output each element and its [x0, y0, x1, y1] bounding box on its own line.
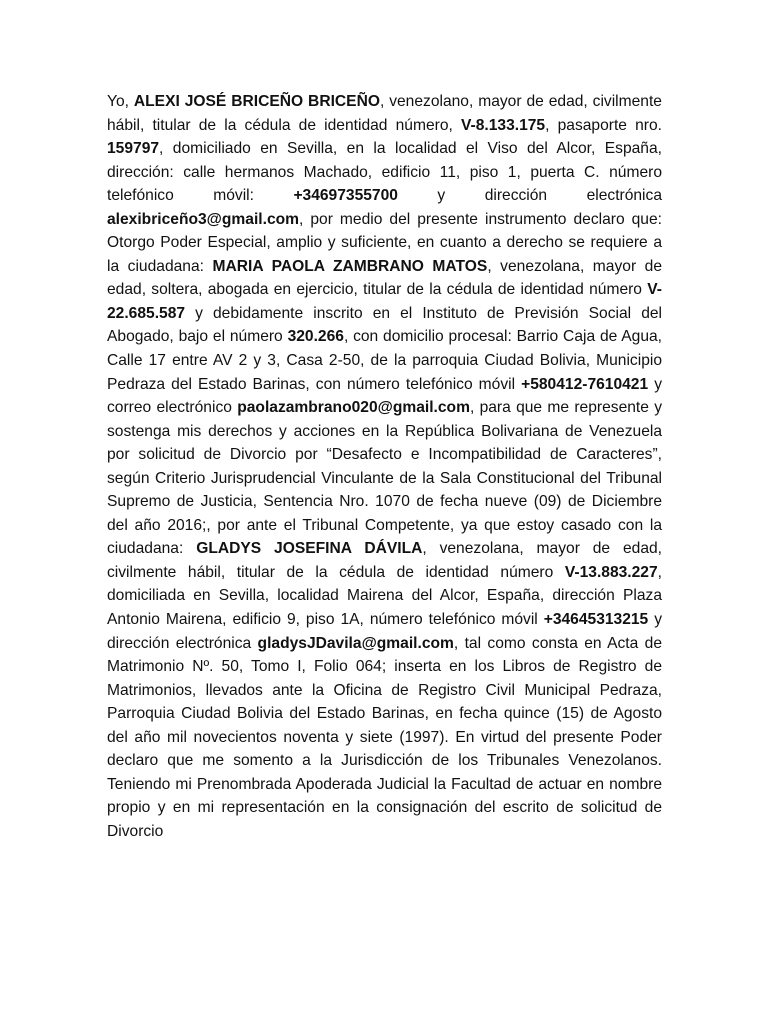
grantor-name: ALEXI JOSÉ BRICEÑO BRICEÑO [133, 93, 380, 110]
attorney-name: MARIA PAOLA ZAMBRANO MATOS [212, 257, 488, 275]
text-segment: , venezolana, mayor de edad, soltera, abogada en ejercicio, titular de la cédula de identidad número [107, 257, 663, 299]
spouse-email: gladysJDavila@gmail.com [257, 634, 454, 652]
spouse-name: GLADYS JOSEFINA DÁVILA [196, 540, 423, 558]
attorney-email: paolazambrano020@gmail.com [237, 399, 470, 417]
text-segment: , pasaporte nro. [545, 116, 662, 134]
text-segment: Yo, [107, 93, 134, 110]
spouse-phone: +34645313215 [543, 611, 649, 629]
text-segment: , domiciliada en Sevilla, localidad Mairena del Alcor, España, dirección Plaza Antonio Mairena, edificio 9, piso 1A, número telefónico móvil [107, 563, 662, 629]
power-of-attorney-paragraph [107, 90, 662, 844]
attorney-phone: +580412-7610421 [521, 375, 649, 393]
grantor-email: alexibriceño3@gmail.com [107, 210, 300, 228]
text-segment: , venezolano, mayor de edad, civilmente hábil, titular de la cédula de identidad número, [107, 93, 662, 134]
spouse-id-number: V-13.883.227 [564, 563, 658, 581]
text-segment: , tal como consta en Acta de Matrimonio Nº. 50, Tomo I, Folio 064; inserta en los Libros de Registro de Matrimonios, llevados ante la Oficina de Registro Civil Municipal Pedraza, Parroquia Ciudad Bolivia del Estado Barinas, en fecha quince (15) de Agosto del año mil novecientos noventa y siete (1997). En virtud del presente Poder declaro que me somento a la Jurisdicción de los Tribunales Venezolanos. Teniendo mi Prenombrada Apoderada Judicial la Facultad de actuar en nombre propio y en mi representación en la consignación del escrito de solicitud de Divorcio [107, 634, 662, 840]
text-segment: y debidamente inscrito en el Instituto de Previsión Social del Abogado, bajo el número [107, 304, 662, 346]
grantor-phone: +34697355700 [293, 187, 398, 205]
text-segment: , con domicilio procesal: Barrio Caja de Agua, Calle 17 entre AV 2 y 3, Casa 2-50, de la parroquia Ciudad Bolivia, Municipio Pedraza del Estado Barinas, con número telefónico móvil [107, 328, 663, 393]
grantor-id-number: V-8.133.175 [461, 116, 546, 134]
text-segment: y correo electrónico [107, 375, 662, 417]
text-segment: , domiciliado en Sevilla, en la localidad el Viso del Alcor, España, dirección: calle hermanos Machado, edificio 11, piso 1, puerta C. número telefónico móvil: [107, 140, 662, 205]
text-segment: y dirección electrónica [107, 611, 662, 652]
text-segment: , por medio del presente instrumento declaro que: Otorgo Poder Especial, amplio y suficiente, en cuanto a derecho se requiere a la ciudadana: [107, 210, 662, 275]
grantor-passport-number: 159797 [107, 140, 160, 158]
text-segment: , venezolana, mayor de edad, civilmente hábil, titular de la cédula de identidad número [107, 540, 663, 581]
text-segment: y dirección electrónica [397, 187, 662, 205]
attorney-id-number: V-22.685.587 [107, 281, 662, 322]
text-segment: , para que me represente y sostenga mis derechos y acciones en la República Bolivariana de Venezuela por solicitud de Divorcio por “Desafecto e Incompatibilidad de Caracteres”, según Criterio Jurisprudencial Vinculante de la Sala Constitucional del Tribunal Supremo de Justicia, Sentencia Nro. 1070 de fecha nueve (09) de Diciembre del año 2016;, por ante el Tribunal Competente, ya que estoy casado con la ciudadana: [107, 399, 663, 558]
attorney-registration-number: 320.266 [287, 328, 344, 346]
